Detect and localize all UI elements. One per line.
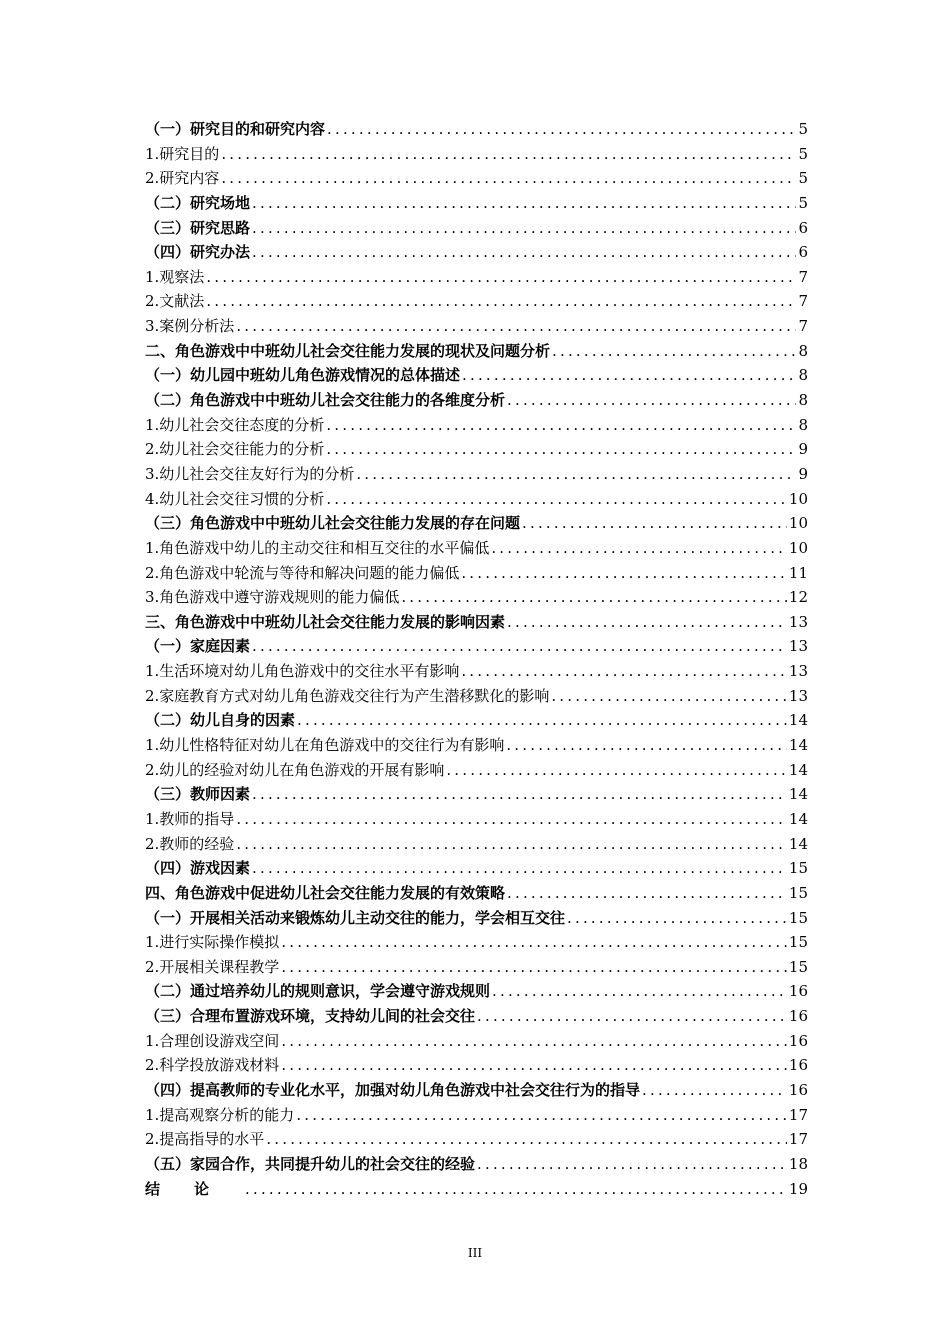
toc-leader-dots bbox=[281, 1053, 787, 1078]
toc-entry[interactable] bbox=[145, 955, 808, 980]
toc-entry-title: 2.开展相关课程教学 bbox=[145, 957, 280, 976]
toc-leader-dots bbox=[281, 930, 787, 955]
toc-entry-page: 18 bbox=[788, 1154, 808, 1173]
toc-entry[interactable] bbox=[145, 240, 808, 265]
toc-entry-title: 2.科学投放游戏材料 bbox=[145, 1056, 280, 1075]
toc-leader-dots bbox=[296, 1103, 787, 1128]
toc-leader-dots bbox=[252, 240, 796, 265]
toc-leader-dots bbox=[252, 216, 796, 241]
toc-entry[interactable] bbox=[145, 634, 808, 659]
toc-entry-title: 二、角色游戏中中班幼儿社会交往能力发展的现状及问题分析 bbox=[145, 341, 551, 360]
toc-entry[interactable] bbox=[145, 1152, 808, 1177]
toc-entry-page: 7 bbox=[798, 267, 808, 286]
toc-entry[interactable] bbox=[145, 363, 808, 388]
toc-entry-page: 16 bbox=[788, 1031, 808, 1050]
toc-entry-title: 3.案例分析法 bbox=[145, 317, 235, 336]
toc-entry-page: 10 bbox=[788, 489, 808, 508]
toc-entry-title: 2.文献法 bbox=[145, 292, 205, 311]
toc-entry[interactable] bbox=[145, 659, 808, 684]
toc-leader-dots bbox=[507, 388, 796, 413]
toc-leader-dots bbox=[461, 561, 787, 586]
toc-entry-title: 1.提高观察分析的能力 bbox=[145, 1105, 295, 1124]
toc-entry[interactable] bbox=[145, 1177, 808, 1202]
toc-entry-page: 19 bbox=[788, 1179, 808, 1198]
toc-entry[interactable] bbox=[145, 511, 808, 536]
toc-entry-page: 15 bbox=[788, 883, 808, 902]
toc-entry-page: 13 bbox=[788, 662, 808, 681]
toc-entry[interactable] bbox=[145, 536, 808, 561]
toc-entry-title: （一）幼儿园中班幼儿角色游戏情况的总体描述 bbox=[145, 366, 461, 385]
toc-entry-page: 10 bbox=[788, 514, 808, 533]
toc-entry-title: （一）开展相关活动来锻炼幼儿主动交往的能力，学会相互交往 bbox=[145, 908, 566, 927]
toc-entry[interactable] bbox=[145, 1004, 808, 1029]
toc-entry-title: 2.教师的经验 bbox=[145, 834, 235, 853]
toc-entry-title: （五）家园合作，共同提升幼儿的社会交往的经验 bbox=[145, 1154, 476, 1173]
toc-entry-title: （一）研究目的和研究内容 bbox=[145, 120, 326, 138]
toc-entry-page: 14 bbox=[788, 760, 808, 779]
toc-entry-title: 2.研究内容 bbox=[145, 169, 220, 188]
toc-entry-title: （四）研究办法 bbox=[145, 243, 251, 262]
toc-leader-dots bbox=[401, 585, 787, 610]
toc-entry-page: 13 bbox=[788, 686, 808, 705]
toc-leader-dots bbox=[491, 536, 787, 561]
toc-entry-title: 2.角色游戏中轮流与等待和解决问题的能力偏低 bbox=[145, 563, 460, 582]
toc-entry-title: 1.研究目的 bbox=[145, 144, 220, 163]
toc-entry[interactable] bbox=[145, 610, 808, 635]
toc-entry-page: 7 bbox=[798, 292, 808, 311]
toc-entry-page: 14 bbox=[788, 834, 808, 853]
toc-entry-title: 1.教师的指导 bbox=[145, 809, 235, 828]
toc-leader-dots bbox=[326, 487, 787, 512]
toc-entry[interactable] bbox=[145, 684, 808, 709]
toc-entry[interactable] bbox=[145, 265, 808, 290]
toc-entry-page: 16 bbox=[788, 1056, 808, 1075]
toc-entry-page: 9 bbox=[798, 464, 808, 483]
toc-entry-title: 3.幼儿社会交往友好行为的分析 bbox=[145, 464, 355, 483]
toc-entry[interactable] bbox=[145, 979, 808, 1004]
toc-entry-title: 1.幼儿社会交往态度的分析 bbox=[145, 415, 325, 434]
toc-entry-page: 8 bbox=[798, 415, 808, 434]
toc-leader-dots bbox=[236, 832, 787, 857]
toc-entry-page: 17 bbox=[788, 1105, 808, 1124]
toc-entry-title: 2.幼儿的经验对幼儿在角色游戏的开展有影响 bbox=[145, 760, 445, 779]
toc-leader-dots bbox=[252, 191, 796, 216]
toc-entry[interactable] bbox=[145, 906, 808, 931]
toc-entry-page: 5 bbox=[798, 169, 808, 188]
toc-entry-page: 17 bbox=[788, 1130, 808, 1149]
toc-entry[interactable] bbox=[145, 166, 808, 191]
toc-entry-title: 1.幼儿性格特征对幼儿在角色游戏中的交往行为有影响 bbox=[145, 736, 505, 755]
toc-entry[interactable] bbox=[145, 832, 808, 857]
toc-entry-page: 7 bbox=[798, 317, 808, 336]
toc-leader-dots bbox=[506, 733, 787, 758]
toc-entry-page: 14 bbox=[788, 785, 808, 804]
toc-leader-dots bbox=[477, 1152, 787, 1177]
toc-entry[interactable] bbox=[145, 856, 808, 881]
toc-entry-page: 6 bbox=[798, 243, 808, 262]
toc-leader-dots bbox=[446, 758, 787, 783]
toc-entry[interactable] bbox=[145, 142, 808, 167]
toc-entry-page: 16 bbox=[788, 1080, 808, 1099]
toc-entry-title: （二）角色游戏中中班幼儿社会交往能力的各维度分析 bbox=[145, 391, 506, 410]
toc-entry[interactable] bbox=[145, 1078, 808, 1103]
toc-entry-title: （三）教师因素 bbox=[145, 785, 251, 804]
toc-entry[interactable] bbox=[145, 758, 808, 783]
toc-entry-page: 15 bbox=[788, 957, 808, 976]
toc-entry[interactable] bbox=[145, 216, 808, 241]
toc-leader-dots bbox=[492, 979, 787, 1004]
toc-entry-title: 三、角色游戏中中班幼儿社会交往能力发展的影响因素 bbox=[145, 612, 506, 631]
toc-leader-dots bbox=[462, 363, 796, 388]
toc-leader-dots bbox=[221, 166, 796, 191]
toc-entry-title: （一）家庭因素 bbox=[145, 637, 251, 656]
toc-leader-dots bbox=[245, 1177, 787, 1202]
toc-entry[interactable] bbox=[145, 807, 808, 832]
toc-entry-title: 1.观察法 bbox=[145, 267, 205, 286]
toc-entry[interactable] bbox=[145, 930, 808, 955]
toc-entry-page: 6 bbox=[798, 218, 808, 237]
toc-entry-title: （三）研究思路 bbox=[145, 218, 251, 237]
toc-leader-dots bbox=[507, 610, 787, 635]
toc-entry-title: 1.角色游戏中幼儿的主动交往和相互交往的水平偏低 bbox=[145, 538, 490, 557]
toc-leader-dots bbox=[552, 339, 796, 364]
toc-entry-title: 1.进行实际操作模拟 bbox=[145, 933, 280, 952]
toc-entry[interactable] bbox=[145, 1103, 808, 1128]
toc-entry-title: （四）提高教师的专业化水平，加强对幼儿角色游戏中社会交往行为的指导 bbox=[145, 1080, 641, 1099]
toc-entry[interactable] bbox=[145, 782, 808, 807]
toc-entry-page: 16 bbox=[788, 982, 808, 1001]
toc-entry[interactable] bbox=[145, 708, 808, 733]
toc-entry-page: 5 bbox=[798, 120, 808, 138]
toc-entry[interactable] bbox=[145, 314, 808, 339]
toc-leader-dots bbox=[567, 906, 787, 931]
toc-entry-page: 11 bbox=[788, 563, 808, 582]
toc-entry-page: 8 bbox=[798, 391, 808, 410]
toc-entry[interactable] bbox=[145, 561, 808, 586]
toc-entry-title: 3.角色游戏中遵守游戏规则的能力偏低 bbox=[145, 588, 400, 607]
toc-entry[interactable] bbox=[145, 339, 808, 364]
toc-leader-dots bbox=[522, 511, 787, 536]
toc-entry[interactable] bbox=[145, 1053, 808, 1078]
toc-entry-title: （二）研究场地 bbox=[145, 193, 251, 212]
toc-entry-title: 4.幼儿社会交往习惯的分析 bbox=[145, 489, 325, 508]
toc-entry-page: 10 bbox=[788, 538, 808, 557]
toc-entry-title: 2.幼儿社会交往能力的分析 bbox=[145, 440, 325, 459]
toc-entry-title: 结论 bbox=[145, 1179, 244, 1198]
toc-leader-dots bbox=[356, 462, 796, 487]
toc-entry[interactable] bbox=[145, 388, 808, 413]
toc-leader-dots bbox=[642, 1078, 787, 1103]
toc-leader-dots bbox=[206, 265, 796, 290]
toc-leader-dots bbox=[297, 708, 787, 733]
toc-leader-dots bbox=[551, 684, 787, 709]
toc-entry[interactable] bbox=[145, 733, 808, 758]
toc-entry-page: 5 bbox=[798, 144, 808, 163]
toc-entry-title: 四、角色游戏中促进幼儿社会交往能力发展的有效策略 bbox=[145, 883, 506, 902]
toc-leader-dots bbox=[507, 881, 787, 906]
toc-leader-dots bbox=[252, 634, 787, 659]
toc-leader-dots bbox=[327, 117, 796, 142]
toc-leader-dots bbox=[266, 1127, 787, 1152]
toc-leader-dots bbox=[326, 413, 796, 438]
toc-entry[interactable] bbox=[145, 437, 808, 462]
toc-entry-page: 14 bbox=[788, 736, 808, 755]
toc-leader-dots bbox=[477, 1004, 787, 1029]
toc-entry[interactable] bbox=[145, 585, 808, 610]
toc-leader-dots bbox=[326, 437, 796, 462]
toc-leader-dots bbox=[236, 807, 787, 832]
toc-entry-title: 1.生活环境对幼儿角色游戏中的交往水平有影响 bbox=[145, 662, 460, 681]
toc-entry-title: （三）角色游戏中中班幼儿社会交往能力发展的存在问题 bbox=[145, 514, 521, 533]
toc-leader-dots bbox=[206, 289, 796, 314]
toc-entry-title: 1.合理创设游戏空间 bbox=[145, 1031, 280, 1050]
table-of-contents bbox=[145, 117, 808, 1201]
toc-entry[interactable] bbox=[145, 413, 808, 438]
toc-entry-title: 2.家庭教育方式对幼儿角色游戏交往行为产生潜移默化的影响 bbox=[145, 686, 550, 705]
toc-entry-page: 16 bbox=[788, 1007, 808, 1026]
toc-entry-page: 12 bbox=[788, 588, 808, 607]
toc-entry-page: 15 bbox=[788, 908, 808, 927]
toc-entry-title: （三）合理布置游戏环境，支持幼儿间的社会交往 bbox=[145, 1007, 476, 1026]
toc-leader-dots bbox=[252, 856, 787, 881]
toc-entry[interactable] bbox=[145, 487, 808, 512]
toc-entry-page: 8 bbox=[798, 341, 808, 360]
toc-entry[interactable] bbox=[145, 117, 808, 142]
toc-entry-page: 8 bbox=[798, 366, 808, 385]
toc-entry-page: 13 bbox=[788, 612, 808, 631]
toc-entry-page: 14 bbox=[788, 809, 808, 828]
toc-entry-title: （二）幼儿自身的因素 bbox=[145, 711, 296, 730]
toc-entry-page: 13 bbox=[788, 637, 808, 656]
toc-entry[interactable] bbox=[145, 881, 808, 906]
toc-leader-dots bbox=[461, 659, 787, 684]
toc-entry[interactable] bbox=[145, 289, 808, 314]
toc-leader-dots bbox=[221, 142, 796, 167]
toc-leader-dots bbox=[281, 1029, 787, 1054]
toc-entry[interactable] bbox=[145, 462, 808, 487]
toc-entry-page: 15 bbox=[788, 859, 808, 878]
toc-entry-title: （二）通过培养幼儿的规则意识，学会遵守游戏规则 bbox=[145, 982, 491, 1001]
toc-entry-page: 9 bbox=[798, 440, 808, 459]
toc-leader-dots bbox=[236, 314, 796, 339]
toc-leader-dots bbox=[281, 955, 787, 980]
toc-entry-title: （四）游戏因素 bbox=[145, 859, 251, 878]
toc-entry-title: 2.提高指导的水平 bbox=[145, 1130, 265, 1149]
toc-entry-page: 14 bbox=[788, 711, 808, 730]
toc-entry[interactable] bbox=[145, 1127, 808, 1152]
page-number: III bbox=[467, 1246, 483, 1260]
toc-entry-page: 5 bbox=[798, 193, 808, 212]
toc-entry[interactable] bbox=[145, 191, 808, 216]
toc-leader-dots bbox=[252, 782, 787, 807]
toc-entry-page: 15 bbox=[788, 933, 808, 952]
toc-entry[interactable] bbox=[145, 1029, 808, 1054]
